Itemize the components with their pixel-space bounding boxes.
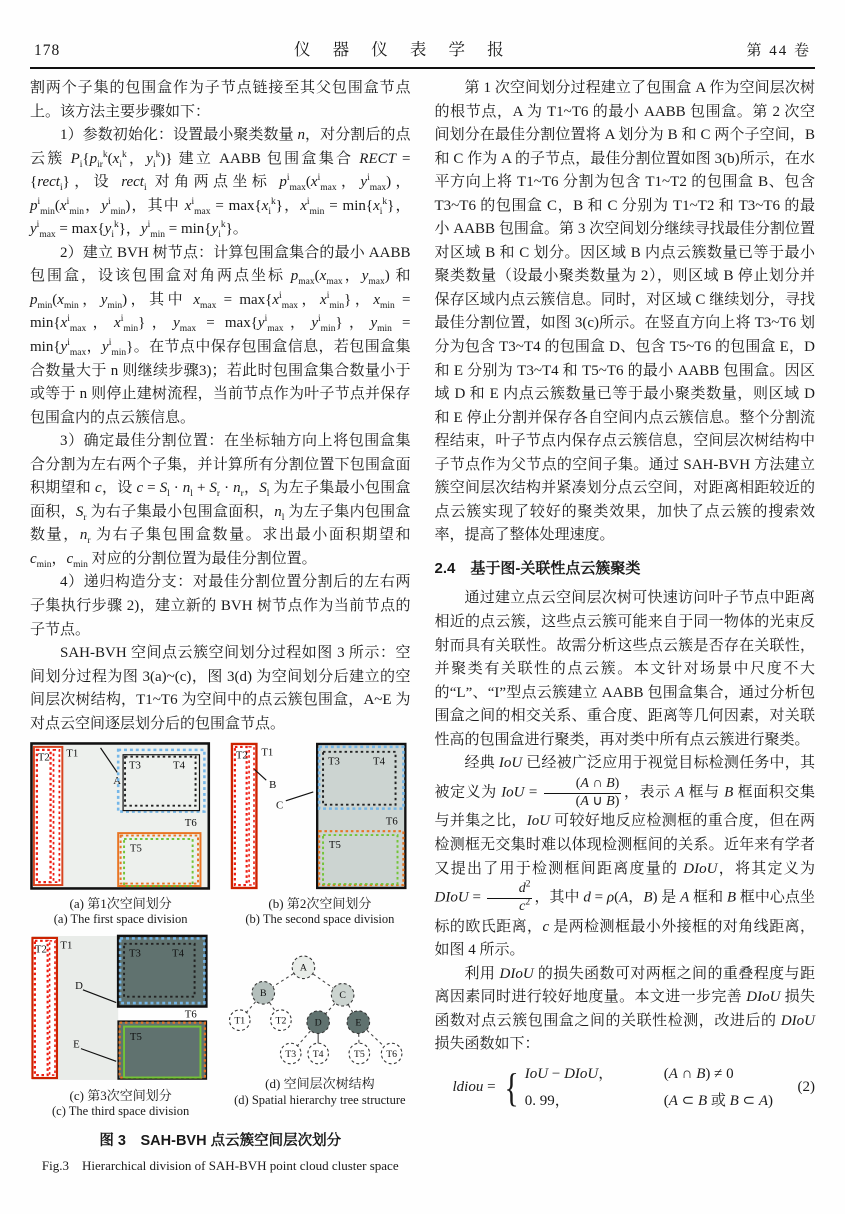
equation-brace: { bbox=[503, 1065, 519, 1111]
page-number: 178 bbox=[34, 42, 61, 59]
figure-3 bbox=[30, 742, 411, 1120]
label-a: A bbox=[113, 775, 122, 788]
subcaption-d-zh: (d) 空间层次树结构 bbox=[265, 1076, 375, 1092]
equation-case1-cond: (A ∩ B) ≠ 0 bbox=[663, 1065, 734, 1082]
figure-caption-en: Fig.3 Hierarchical division of SAH-BVH point cloud cluster space bbox=[41, 1157, 399, 1173]
label-t4: T4 bbox=[173, 759, 186, 772]
cluster-strip-outline bbox=[34, 747, 62, 885]
subcaption-c-en: (c) The third space division bbox=[52, 1104, 190, 1119]
label-t3: T3 bbox=[128, 759, 141, 772]
subfigure-c bbox=[30, 934, 211, 1120]
paragraph: 割两个子集的包围盒作为子节点链接至其父包围盒节点上。该方法主要步骤如下： bbox=[30, 80, 411, 120]
equation-case1-expr: IoU − DIoU， bbox=[524, 1065, 614, 1082]
label-t1: T1 bbox=[261, 747, 274, 760]
subfigure-d-tree bbox=[229, 934, 410, 1071]
equation-number: (2) bbox=[797, 1079, 815, 1096]
tree-nodes bbox=[230, 956, 402, 1064]
subfigure-b-diagram bbox=[229, 742, 410, 891]
page-header bbox=[30, 36, 815, 60]
label-t6: T6 bbox=[386, 815, 398, 828]
svg-text:D: D bbox=[314, 1017, 322, 1029]
tree-edges bbox=[240, 967, 392, 1053]
label-b: B bbox=[269, 779, 277, 792]
svg-text:T2: T2 bbox=[275, 1015, 287, 1027]
equation-lhs: ldiou = bbox=[452, 1079, 496, 1096]
subcaption-b-zh: (b) 第2次空间划分 bbox=[268, 896, 372, 912]
subcaption-a-en: (a) The first space division bbox=[53, 912, 188, 927]
box-b-region bbox=[32, 938, 56, 1078]
svg-text:C: C bbox=[339, 990, 347, 1002]
equation-cases bbox=[525, 1063, 794, 1113]
label-t2: T2 bbox=[34, 943, 47, 956]
paragraph-graph-relevance: 通过建立点云空间层次树可快速访问叶子节点中距离相近的点云簇，这些点云簇可能来自于同一物体的光束反射而具有关联性。故需分析这些点云簇是否存在关联性，并聚类有关联性的点云簇。本文针对场景中尺度不大的“L”、“I”型点云簇建立 AABB 包围盒集合，通过分析包围盒之间的相交关系、重合度、距离等几何因素，对关联性高的包围盒进行聚类，再对类中所有点云簇进行聚类。 bbox=[434, 590, 815, 748]
label-t5: T5 bbox=[129, 1030, 142, 1043]
equation-2 bbox=[453, 1063, 816, 1113]
label-e: E bbox=[73, 1038, 80, 1051]
subfigure-b bbox=[229, 742, 410, 928]
svg-text:T4: T4 bbox=[312, 1049, 324, 1061]
label-t3: T3 bbox=[328, 755, 341, 768]
paragraph-step-4: 4）递归构造分支：对最佳分割位置分割后的左右两子集执行步骤 2)，建立新的 BVH 树节点作为当前节点的子节点。 bbox=[30, 574, 411, 638]
label-t3: T3 bbox=[128, 947, 141, 960]
paragraph-step-2: 2）建立 BVH 树节点：计算包围盒集合的最小 AABB 包围盒，设该包围盒对角两点坐标 $p_{max}(x_{max}$，$y_{max}$) 和 $p_{min}(x_{min}$，$y_{min}$)，其中 $x_{max} = \max\{x^i_{max}$，$x^i_{min}$}，$x_{min} = \min\{x^i_{max}$，$x^i_{min}$}，$y_{max} = \max\{y^i_{max}$，$y^i_{min}$}，$y_{min} = \min\{y^i_{max}$，$y^i_{min}$}。在节点中保存包围盒信息，若包围盒集合数量大于 n 则继续步骤3)；若此时包围盒集合数量小于或等于 n 则停止建树流程，当前节点作为叶子节点并保存包围盒内的点云簇信息。 bbox=[30, 244, 411, 426]
paragraph-step-1: 1）参数初始化：设置最小聚类数量 n，对分割后的点云簇 $P_i\{p_{ir}^k(x_i^k$，$y_i^k$)} 建立 AABB 包围盒集合 RECT = {rect$_i$}，设 rect$_i$ 对角两点坐标 $p^i_{max}(x^i_{max}$，$y^i_{max}$)，$p^i_{min}(x^i_{min}$，$y^i_{min}$)，其中 $x^i_{max} = \max\{x_i^k\}$，$x^i_{min} = \min\{x_i^k\}$，$y^i_{max} = \max\{y_i^k\}$，$y^i_{min} = \min\{y_i^k\}$。 bbox=[30, 127, 411, 241]
label-c: C bbox=[276, 799, 284, 812]
equation-case2-expr: 0. 99， bbox=[524, 1092, 570, 1109]
label-t1: T1 bbox=[66, 748, 79, 761]
label-t4: T4 bbox=[373, 755, 386, 768]
arrow-c bbox=[286, 792, 313, 801]
subcaption-d-en: (d) Spatial hierarchy tree structure bbox=[234, 1092, 406, 1107]
svg-text:T6: T6 bbox=[386, 1049, 398, 1061]
label-t5: T5 bbox=[329, 839, 342, 852]
subcaption-a-zh: (a) 第1次空间划分 bbox=[69, 896, 172, 912]
label-t6: T6 bbox=[184, 1008, 197, 1021]
paragraph-division-process: 第 1 次空间划分过程建立了包围盒 A 作为空间层次树的根节点，A 为 T1~T6 的最小 AABB 包围盒。第 2 次空间划分在最佳分割位置将 A 划分为 B 和 C 两个子空间，B 和 C 作为 A 的子节点，最佳分割位置如图 3(b)所示，在水平方向上将 T1~T6 分割为包含 T1~T2 的包围盒 B、包含 T3~T6 的包围盒 C，B 和 C 分别为 T1~T2 和 T3~T6 的最小 AABB 包围盒。第 3 次空间划分继续寻找最佳分割位置对区域 B 和 C 划分。因区域 B 内点云簇数量已等于最小聚类数量（设最小聚类数量为 2），则区域 B 停止划分并保存区域内点云簇信息。同时，对区域 C 继续划分，寻找最佳分割位置，如图 3(c)所示。在竖直方向上将 T3~T6 划分为包含 T3~T4 的包围盒 D、包含 T5~T6 的包围盒 E，D 和 E 分别为 T3~T4 和 T5~T6 的最小 AABB 包围盒。因区域 D 和 E 内点云簇数量已等于最小聚类数量，则区域 D 和 E 停止分割并保存各自空间内点云簇信息。整个分割流程结束，叶子节点内保存点云簇信息，空间层次树结构中子节点作为父节点的空间子集。通过 SAH-BVH 方法建立簇空间层次结构并紧凑划分点云空间，对距离相距较近的点云簇实现了较好的聚类效果，加快了点云簇的搜索效率，提高了整体处理速度。 bbox=[434, 80, 815, 544]
label-t6: T6 bbox=[184, 817, 197, 830]
label-t5: T5 bbox=[129, 843, 142, 856]
figure-caption-zh: 图 3 SAH-BVH 点云簇空间层次划分 bbox=[99, 1132, 342, 1149]
right-column bbox=[435, 77, 816, 1176]
volume-label: 第 44 卷 bbox=[746, 43, 811, 59]
label-d: D bbox=[75, 979, 83, 992]
subfigure-a-diagram bbox=[30, 742, 211, 891]
label-t4: T4 bbox=[172, 947, 185, 960]
subcaption-c-zh: (c) 第3次空间划分 bbox=[69, 1088, 172, 1103]
label-t2: T2 bbox=[37, 751, 50, 764]
svg-text:T1: T1 bbox=[234, 1015, 246, 1027]
label-t2: T2 bbox=[236, 749, 249, 762]
subfigure-c-diagram bbox=[30, 934, 211, 1083]
paragraph-diou-loss: 利用 DIoU 的损失函数可对两框之间的重叠程度与距离因素同时进行较好地度量。本文进一步完善 DIoU 损失函数对点云簇包围盒之间的关联性检测，改进后的 DIoU 损失函数如下： bbox=[434, 965, 815, 1053]
paragraph-iou: 经典 IoU 已经被广泛应用于视觉目标检测任务中，其被定义为 IoU = $\frac{(A \cap B)}{(A \cup B)}$ ，表示 A 框与 B 框面积交集与并集之比，IoU 可较好地反应检测框的重合度，但在两检测框无交集时难以体现检测框间的关系。近年来有学者又提出了用于检测框间距离度量的 DIoU，将其定义为 DIoU = $\frac{d^2}{c^2}$ ，其中 d = ρ(A，B) 是 A 框和 B 框中心点坐标的欧氏距离，c 是两检测框最小外接框的对角线距离，如图 4 所示。 bbox=[434, 755, 815, 959]
section-heading-2-4: 2.4 基于图-关联性点云簇聚类 bbox=[434, 559, 641, 577]
paragraph-step-3: 3）确定最佳分割位置：在坐标轴方向上将包围盒集合分割为左右两个子集，并计算所有分割位置下包围盒面积期望和 c，设 $c = S_l \cdot n_l + S_r \cdot n_r$，$S_l$ 为左子集最小包围盒面积，$S_r$ 为右子集最小包围盒面积，$n_l$ 为左子集内包围盒数量，$n_r$ 为右子集包围盒数量。求出最小面积期望和 $c_{min}$，$c_{min}$ 对应的分割位置为最佳分割位置。 bbox=[30, 433, 411, 570]
left-column bbox=[30, 77, 411, 1176]
subcaption-b-en: (b) The second space division bbox=[245, 912, 395, 927]
svg-text:T3: T3 bbox=[285, 1049, 297, 1061]
subfigure-a bbox=[30, 742, 211, 928]
svg-text:E: E bbox=[355, 1017, 362, 1029]
equation-case2-cond: (A ⊂ B 或 B ⊂ A) bbox=[663, 1092, 774, 1109]
subfigure-d bbox=[229, 934, 410, 1120]
two-column-body bbox=[30, 77, 815, 1176]
svg-text:A: A bbox=[300, 962, 308, 974]
svg-text:T5: T5 bbox=[354, 1049, 365, 1061]
label-t1: T1 bbox=[60, 939, 73, 952]
svg-text:B: B bbox=[260, 988, 267, 1000]
journal-title: 仪 器 仪 表 学 报 bbox=[294, 40, 513, 59]
paragraph-sah-bvh: SAH-BVH 空间点云簇空间划分过程如图 3 所示：空间划分过程为图 3(a)~(c)，图 3(d) 为空间划分后建立的空间层次树结构，T1~T6 为空间中的点云簇包围盒，A~E 为对点云空间逐层划分后的包围盒节点。 bbox=[30, 645, 411, 732]
header-rule bbox=[30, 67, 815, 69]
